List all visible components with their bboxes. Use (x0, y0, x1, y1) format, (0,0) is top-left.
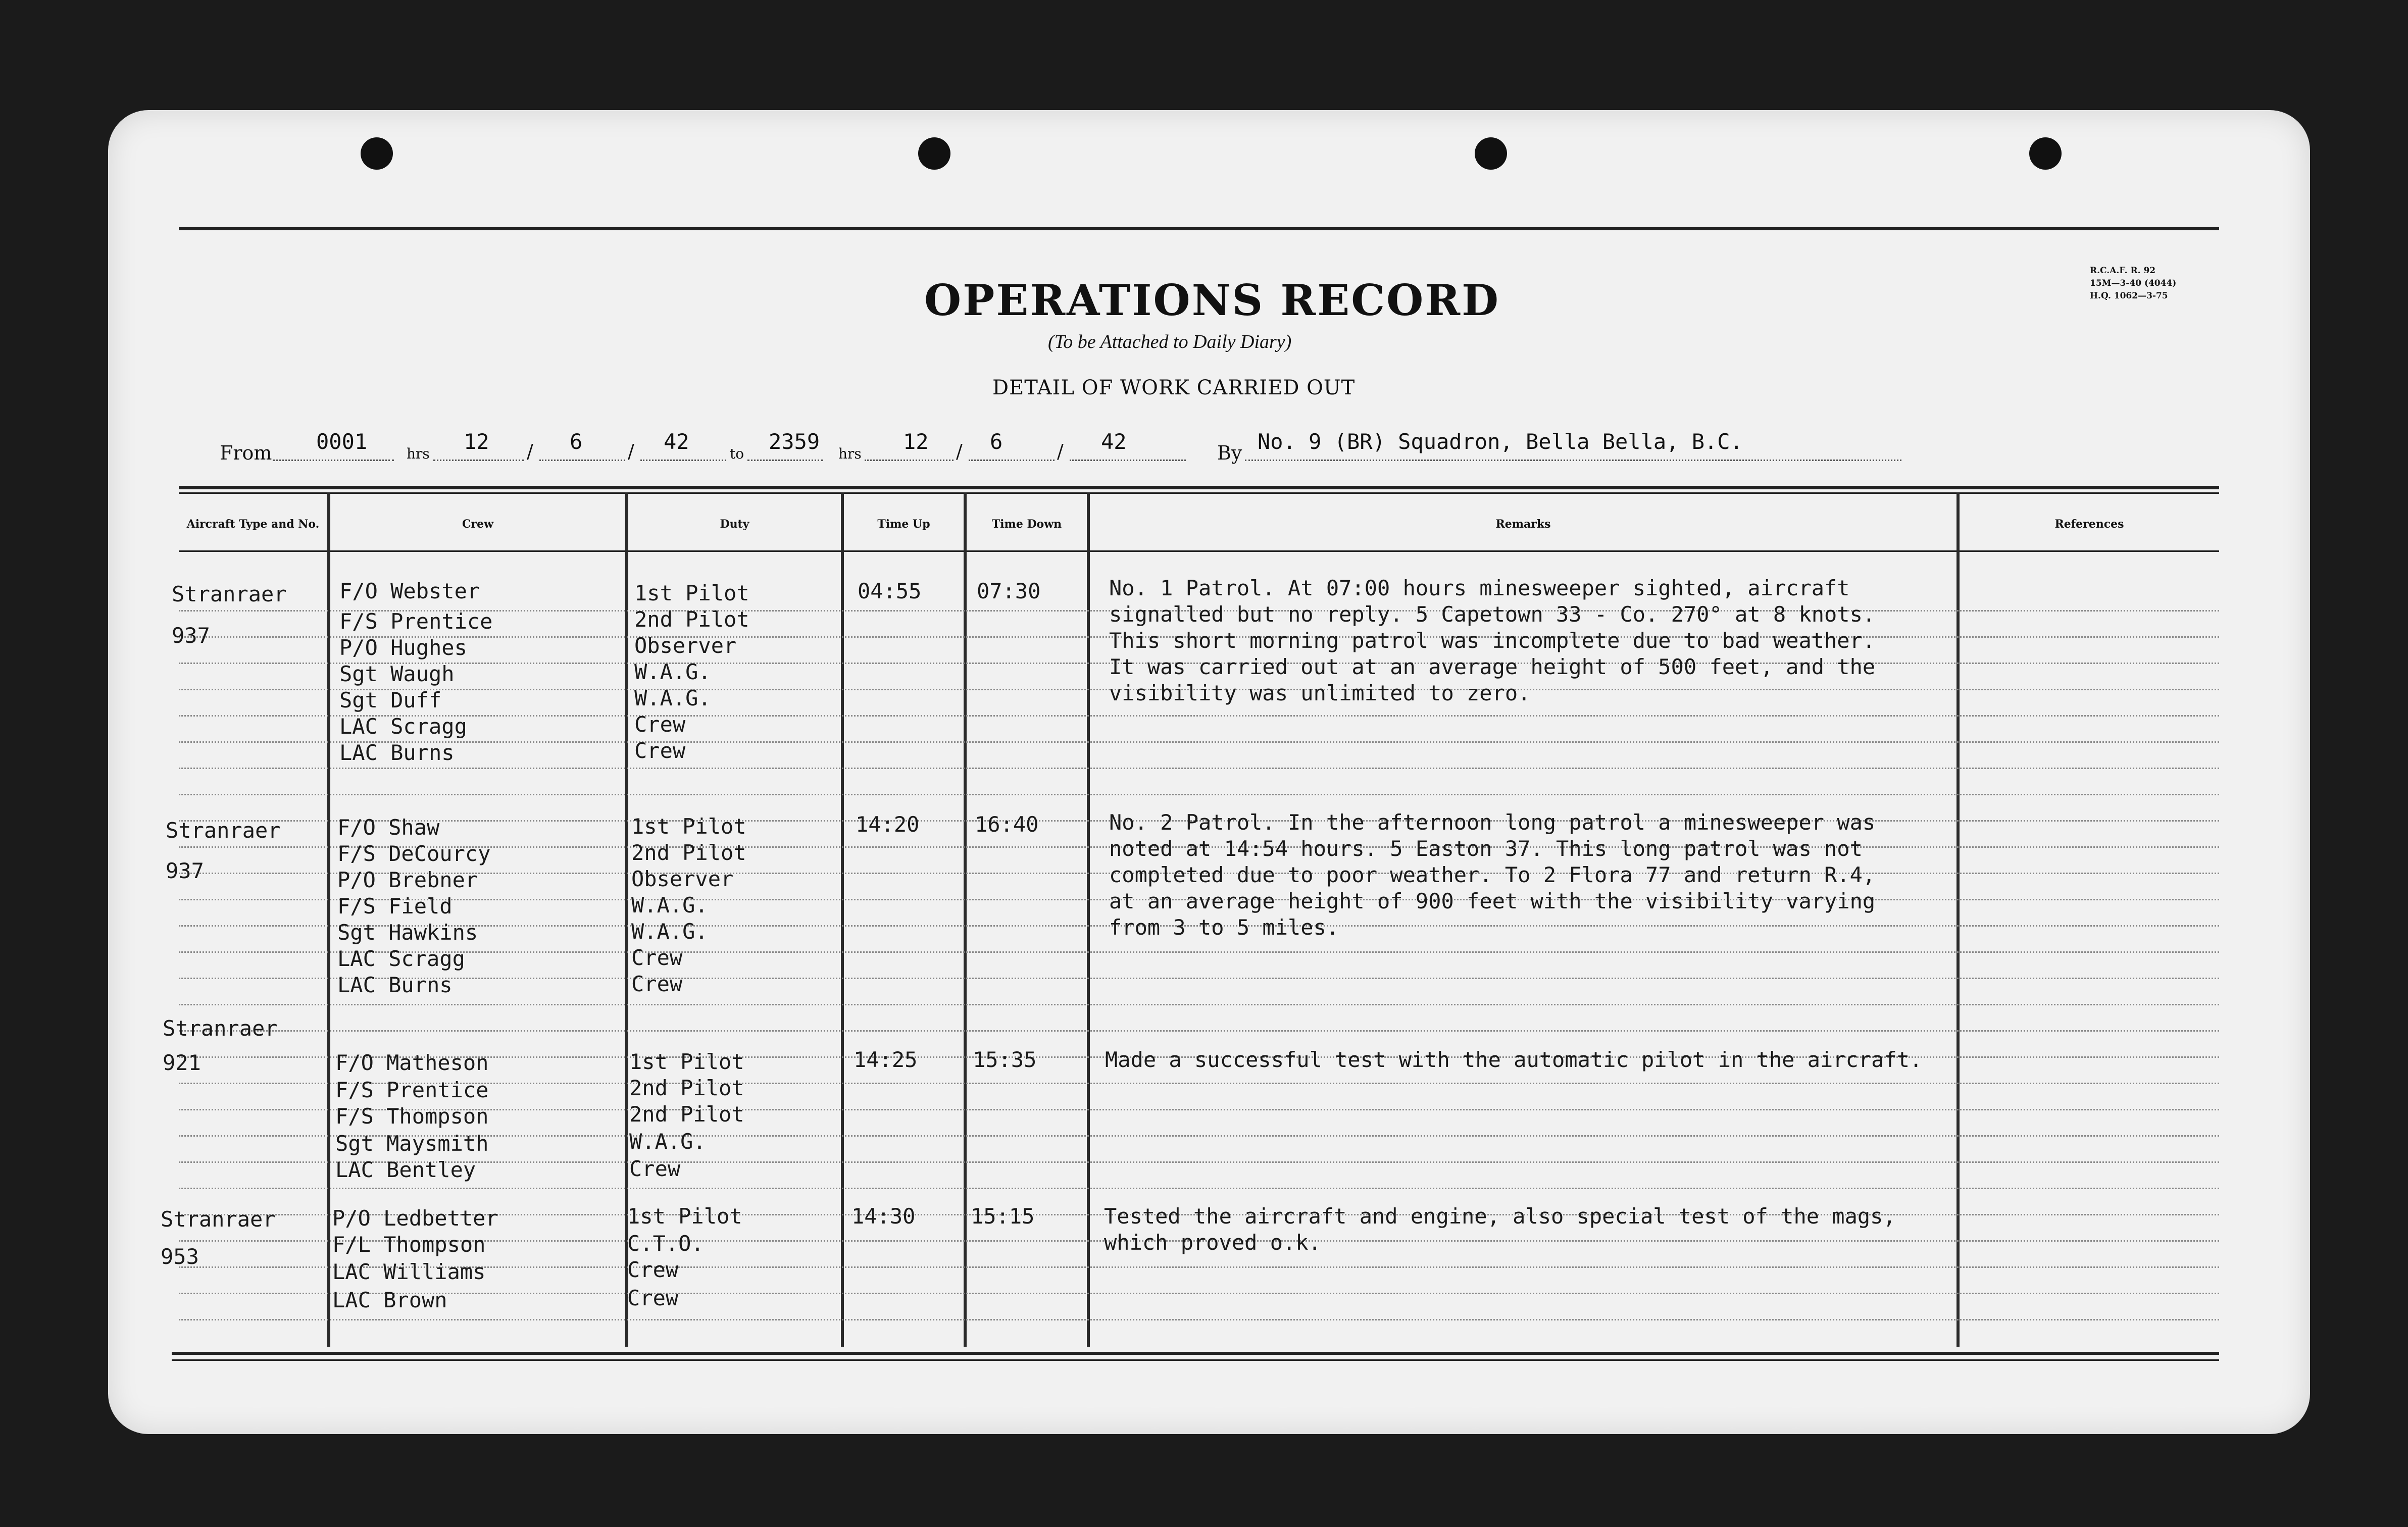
aircraft-type: Stranraer (161, 1207, 276, 1232)
crew-name: LAC Scragg (337, 946, 465, 971)
crew-duty: 2nd Pilot (629, 1076, 744, 1100)
crew-duty: Crew (627, 1286, 679, 1310)
crew-duty: Observer (634, 633, 737, 658)
aircraft-type: Stranraer (163, 1016, 278, 1041)
crew-name: LAC Burns (337, 973, 453, 997)
time-down: 15:35 (973, 1047, 1037, 1072)
remarks-line: No. 2 Patrol. In the afternoon long patrol a minesweeper was (1109, 810, 1876, 835)
column-divider (327, 492, 330, 1347)
crew-name: P/O Brebner (337, 868, 478, 892)
crew-name: F/S Field (337, 894, 453, 919)
to-label: to (730, 445, 744, 462)
crew-duty: W.A.G. (634, 659, 711, 684)
from-day: 12 (464, 429, 489, 454)
hrs-label-2: hrs (838, 445, 862, 462)
crew-name: F/L Thompson (332, 1232, 486, 1257)
form-number: R.C.A.F. R. 92 15M—3-40 (4044) H.Q. 1062—3-75 (2090, 266, 2177, 301)
table-top-rule-2 (179, 492, 2219, 494)
crew-name: Sgt Duff (339, 688, 442, 712)
to-month: 6 (990, 429, 1003, 454)
top-rule (179, 227, 2219, 230)
remarks-line: visibility was unlimited to zero. (1109, 681, 1531, 705)
slash: / (628, 440, 634, 463)
crew-name: Sgt Hawkins (337, 920, 478, 945)
crew-name: F/O Matheson (335, 1050, 489, 1075)
binder-hole-icon (918, 137, 950, 170)
crew-duty: Crew (634, 712, 686, 737)
crew-name: F/O Webster (339, 579, 480, 603)
crew-duty: W.A.G. (629, 1129, 706, 1154)
remarks-line: from 3 to 5 miles. (1109, 915, 1339, 940)
slash: / (956, 440, 963, 463)
crew-duty: 1st Pilot (629, 1049, 744, 1074)
crew-name: F/S Prentice (339, 609, 493, 634)
col-time-down: Time Down (991, 518, 1062, 531)
to-year: 42 (1101, 429, 1127, 454)
time-up: 04:55 (858, 579, 922, 603)
crew-name: LAC Scragg (339, 714, 467, 739)
from-time: 0001 (316, 429, 368, 454)
crew-name: LAC Williams (332, 1259, 486, 1284)
time-up: 14:25 (854, 1047, 918, 1072)
crew-duty: 1st Pilot (627, 1204, 742, 1229)
aircraft-type: Stranraer (172, 582, 287, 606)
hrs-label: hrs (407, 445, 430, 462)
remarks-line: It was carried out at an average height of 500 feet, and the (1109, 654, 1876, 679)
crew-duty: W.A.G. (631, 893, 708, 918)
crew-duty: Observer (631, 867, 734, 891)
time-down: 07:30 (977, 579, 1041, 603)
crew-duty: C.T.O. (627, 1231, 704, 1256)
table-bottom-rule (172, 1352, 2219, 1355)
crew-name: F/O Shaw (337, 815, 440, 840)
aircraft-number: 921 (163, 1050, 201, 1075)
detail-heading: DETAIL OF WORK CARRIED OUT (992, 376, 1356, 399)
time-down: 16:40 (975, 812, 1039, 837)
aircraft-type: Stranraer (166, 818, 281, 843)
form-title: OPERATIONS RECORD (924, 275, 1500, 325)
crew-duty: Crew (627, 1257, 679, 1282)
crew-duty: 2nd Pilot (629, 1102, 744, 1127)
crew-duty: Crew (631, 972, 683, 996)
aircraft-number: 953 (161, 1244, 199, 1269)
to-time: 2359 (769, 429, 820, 454)
crew-name: Sgt Waugh (339, 661, 455, 686)
crew-name: F/S Thompson (335, 1104, 489, 1129)
crew-name: LAC Brown (332, 1288, 447, 1312)
col-time-up: Time Up (877, 518, 930, 531)
aircraft-number: 937 (172, 623, 210, 648)
remarks-line: at an average height of 900 feet with the visibility varying (1109, 889, 1876, 913)
aircraft-number: 937 (166, 858, 204, 883)
time-up: 14:20 (856, 812, 920, 837)
crew-name: P/O Hughes (339, 635, 467, 660)
slash: / (1057, 440, 1064, 463)
table-bottom-rule-2 (172, 1359, 2219, 1361)
col-crew: Crew (462, 518, 494, 531)
by-label: By (1217, 442, 1242, 464)
col-remarks: Remarks (1495, 518, 1551, 531)
table-top-rule (179, 486, 2219, 489)
squadron-unit: No. 9 (BR) Squadron, Bella Bella, B.C. (1258, 429, 1743, 454)
crew-name: Sgt Maysmith (335, 1131, 489, 1156)
remarks-line: Tested the aircraft and engine, also special test of the mags, (1104, 1204, 1896, 1229)
col-aircraft: Aircraft Type and No. (186, 518, 320, 531)
crew-duty: Crew (629, 1156, 681, 1181)
col-duty: Duty (720, 518, 749, 531)
crew-duty: 1st Pilot (631, 814, 746, 839)
column-header-rule (179, 550, 2219, 552)
binder-hole-icon (2029, 137, 2062, 170)
binder-hole-icon (361, 137, 393, 170)
from-label: From (220, 442, 272, 464)
to-day: 12 (903, 429, 929, 454)
crew-duty: 2nd Pilot (631, 840, 746, 865)
crew-duty: Crew (631, 945, 683, 970)
crew-duty: W.A.G. (631, 919, 708, 944)
crew-duty: 1st Pilot (634, 581, 749, 605)
remarks-line: Made a successful test with the automatic pilot in the aircraft. (1105, 1047, 1923, 1072)
crew-duty: W.A.G. (634, 686, 711, 710)
column-divider (1087, 492, 1090, 1347)
crew-name: F/S Prentice (335, 1078, 489, 1102)
crew-name: LAC Burns (339, 740, 455, 765)
time-up: 14:30 (851, 1204, 916, 1229)
binder-hole-icon (1475, 137, 1507, 170)
slash: / (527, 440, 533, 463)
column-divider (1956, 492, 1960, 1347)
remarks-line: noted at 14:54 hours. 5 Easton 37. This long patrol was not (1109, 836, 1863, 861)
crew-duty: 2nd Pilot (634, 607, 749, 632)
column-divider (964, 492, 967, 1347)
remarks-line: This short morning patrol was incomplete due to bad weather. (1109, 628, 1876, 653)
crew-name: F/S DeCourcy (337, 841, 491, 866)
from-month: 6 (570, 429, 583, 454)
time-down: 15:15 (971, 1204, 1035, 1229)
col-references: References (2054, 518, 2124, 531)
form-subtitle: (To be Attached to Daily Diary) (1048, 331, 1292, 352)
remarks-line: signalled but no reply. 5 Capetown 33 - Co. 270° at 8 knots. (1109, 602, 1876, 627)
crew-name: P/O Ledbetter (332, 1206, 498, 1231)
from-year: 42 (664, 429, 689, 454)
remarks-line: completed due to poor weather. To 2 Flora 77 and return R.4, (1109, 862, 1876, 887)
crew-duty: Crew (634, 738, 686, 763)
remarks-line: which proved o.k. (1104, 1230, 1321, 1255)
remarks-line: No. 1 Patrol. At 07:00 hours minesweeper sighted, aircraft (1109, 576, 1850, 600)
crew-name: LAC Bentley (335, 1157, 476, 1182)
column-divider (841, 492, 844, 1347)
